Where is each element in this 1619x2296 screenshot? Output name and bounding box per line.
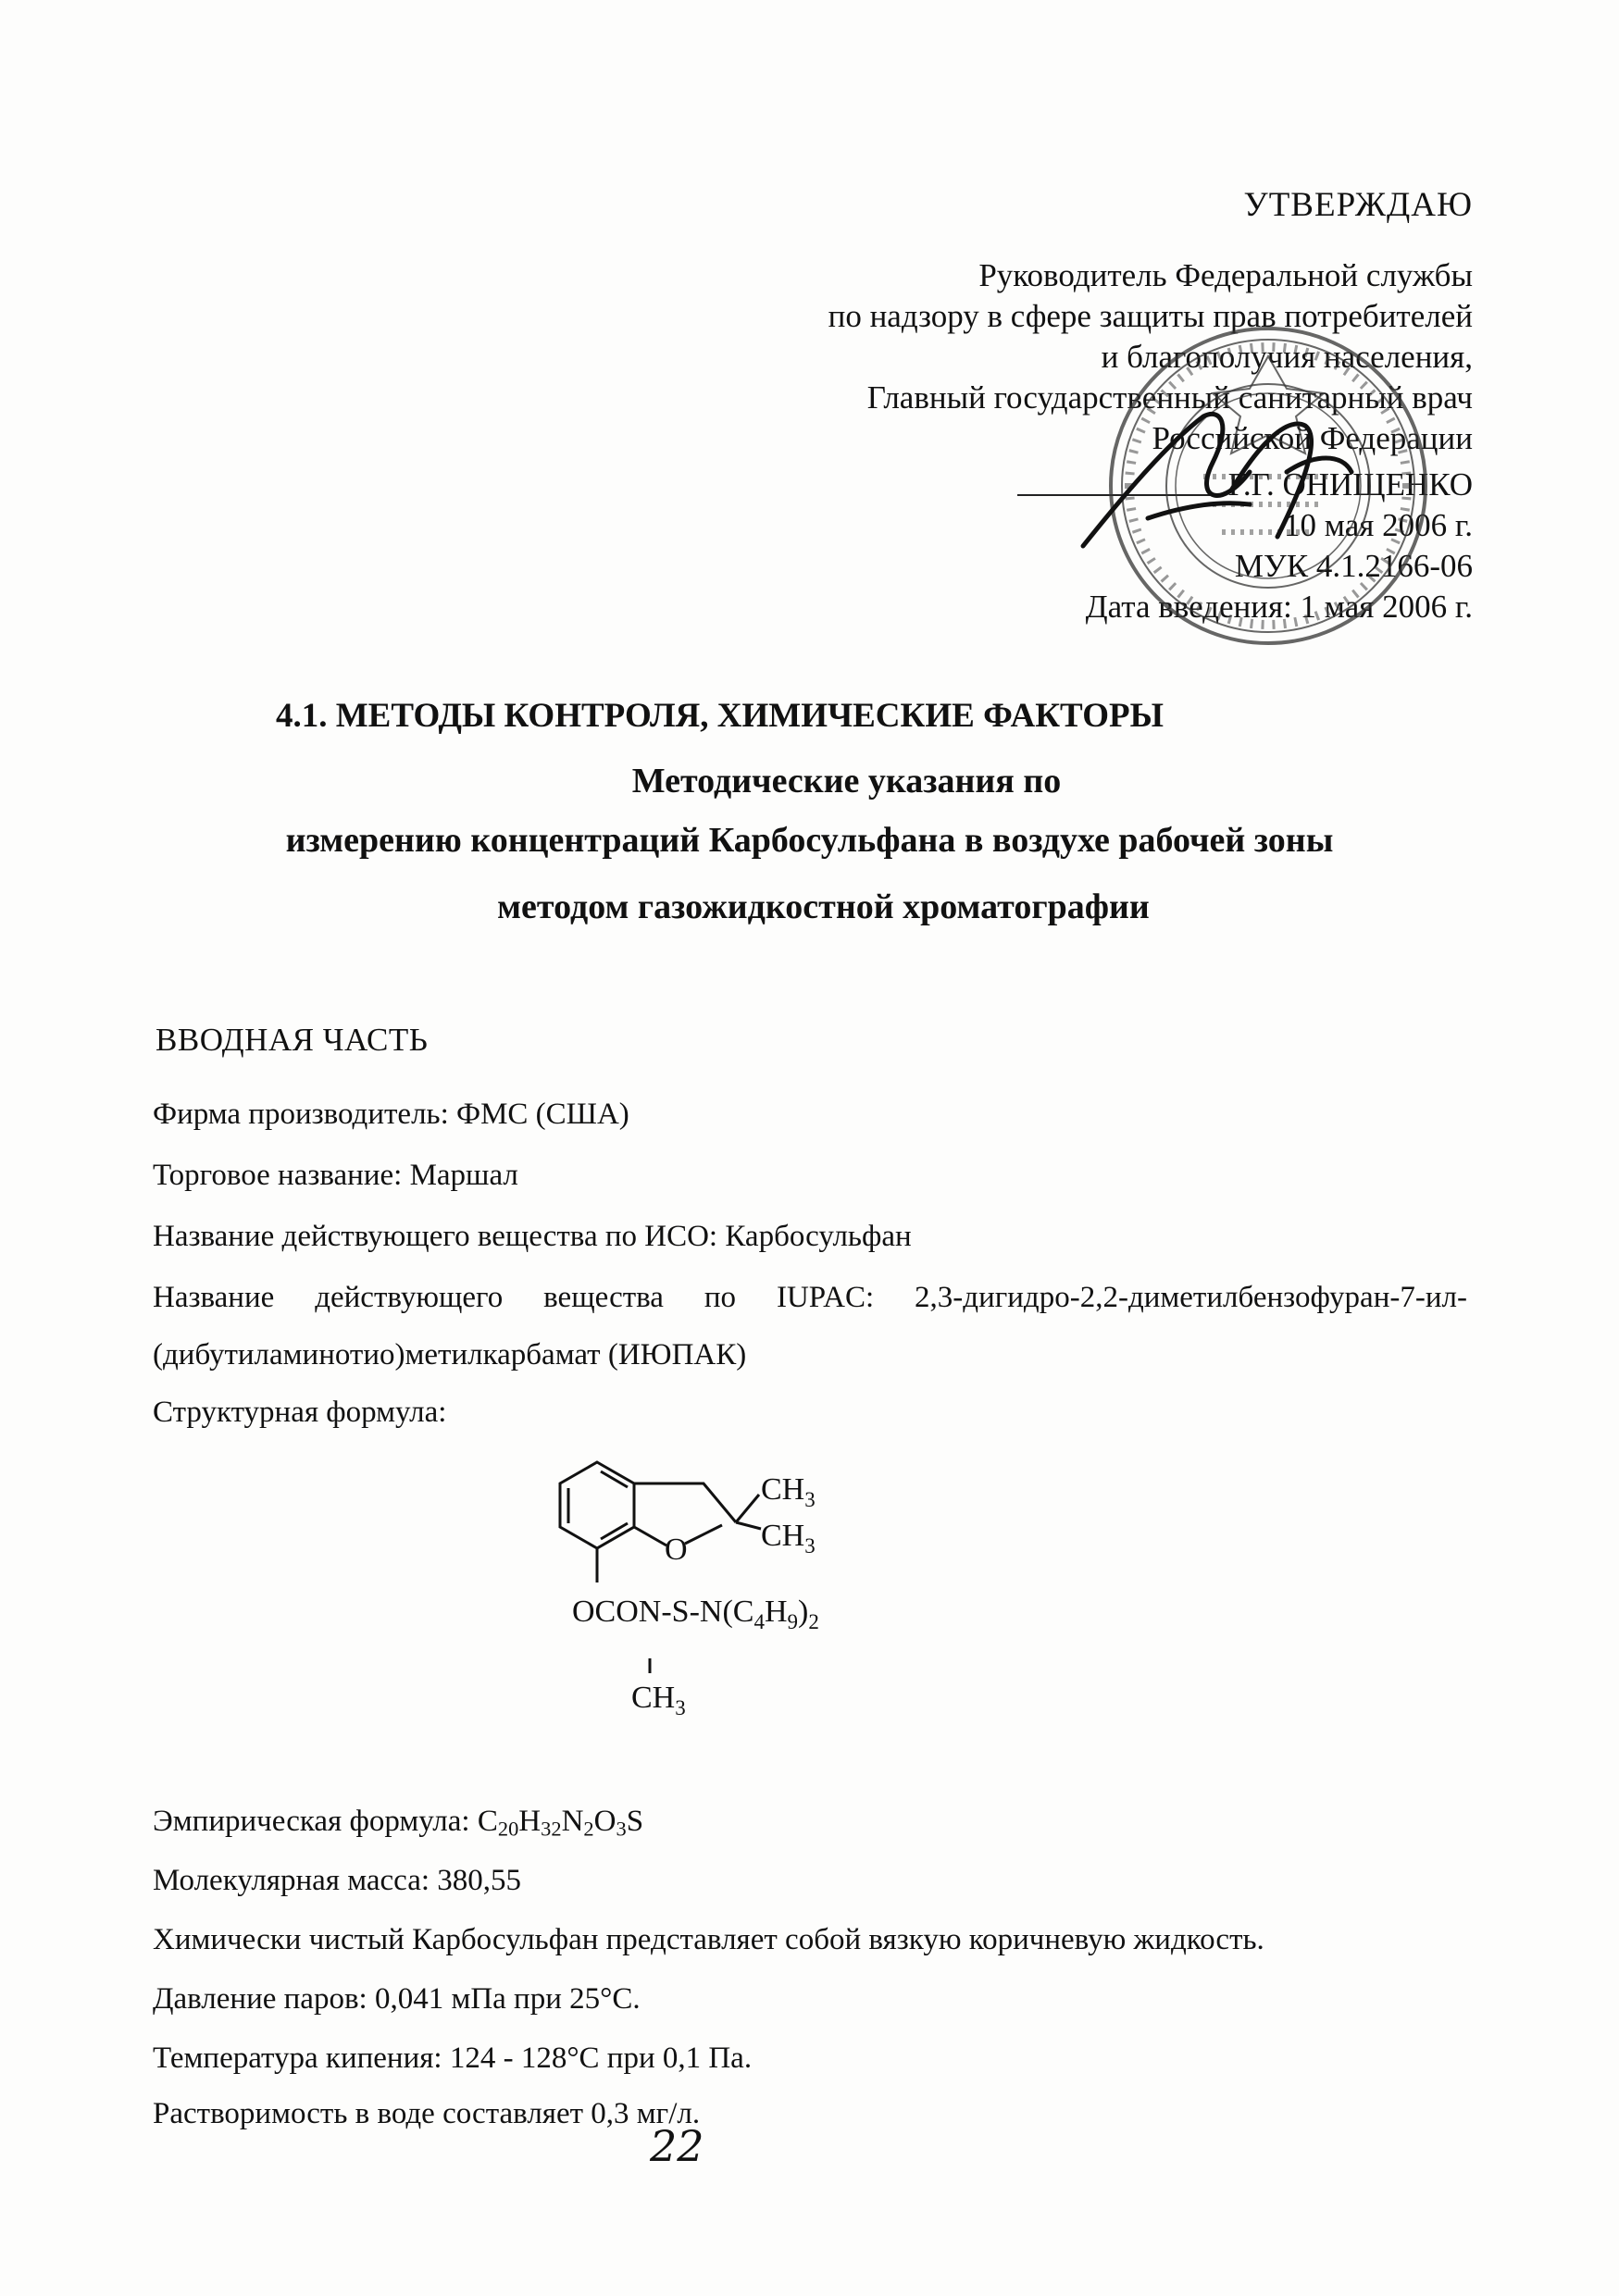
empirical-h: H [518, 1805, 542, 1838]
iupac-word: 2,3-дигидро-2,2-диметилбензофуран-7-ил- [915, 1281, 1467, 1314]
ester-group: OCON-$S-N(C_4H_9)_2$ [572, 1595, 819, 1633]
signature-rule [1017, 494, 1212, 496]
approval-line-3: и благополучия населения, [1101, 339, 1473, 375]
empirical-label: Эмпирическая формула: [153, 1805, 478, 1838]
iupac-word: вещества [543, 1281, 664, 1314]
iupac-word: IUPAC: [776, 1281, 875, 1314]
methyl-bottom: $CH_3$ [631, 1681, 686, 1719]
solubility: Растворимость в воде составляет 0,3 мг/л. [153, 2097, 701, 2130]
approval-line-2: по надзору в сфере защиты прав потребителей [828, 298, 1473, 334]
methyl-middle: $CH_3$ [761, 1519, 816, 1558]
boiling-point: Температура кипения: 124 - 128°С при 0,1 Па. [153, 2042, 753, 2075]
signature-line [640, 465, 1473, 505]
iupac-word: Название [153, 1281, 275, 1314]
empirical-o-count: 3 [616, 1817, 627, 1841]
ring-oxygen: O [665, 1533, 688, 1567]
document-title-line-3: методом газожидкостной хроматографии [497, 887, 1150, 926]
document-title-line-1: Методические указания по [631, 762, 1062, 800]
manufacturer: Фирма производитель: ФМС (США) [153, 1098, 629, 1131]
empirical-c-count: 20 [497, 1817, 519, 1841]
vapor-pressure: Давление паров: 0,041 мПа при 25°С. [153, 1982, 641, 2016]
empirical-c: C [477, 1805, 498, 1838]
approval-block [640, 185, 1473, 627]
description: Химически чистый Карбосульфан представляет собой вязкую коричневую жидкость. [153, 1923, 1264, 1956]
document-title-line-2: измерению концентраций Карбосульфана в воздухе рабочей зоны [285, 821, 1334, 860]
section-heading: 4.1. МЕТОДЫ КОНТРОЛЯ, ХИМИЧЕСКИЕ ФАКТОРЫ [276, 697, 1164, 735]
trade-name: Торговое название: Маршал [153, 1159, 518, 1192]
empirical-formula [153, 1805, 643, 1842]
approval-date: 10 мая 2006 г. [1284, 507, 1473, 543]
approval-line-5: Российской Федерации [1152, 420, 1473, 456]
registration-number: МУК 4.1.2166-06 [1234, 548, 1473, 584]
iupac-word: по [704, 1281, 737, 1314]
empirical-h-count: 32 [541, 1817, 562, 1841]
approval-line-1: Руководитель Федеральной службы [978, 257, 1473, 293]
structure-label: Структурная формула: [153, 1396, 447, 1429]
empirical-n-count: 2 [583, 1817, 594, 1841]
empirical-s: S [626, 1805, 644, 1838]
intro-section-title: ВВОДНАЯ ЧАСТЬ [156, 1022, 429, 1058]
structural-formula [546, 1444, 972, 1758]
molar-mass: Молекулярная масса: 380,55 [153, 1864, 522, 1897]
empirical-n: N [561, 1805, 584, 1838]
approval-title: УТВЕРЖДАЮ [1243, 186, 1473, 224]
iupac-word: действующего [315, 1281, 504, 1314]
empirical-o: O [593, 1805, 616, 1838]
iupac-name-continued: (дибутиламинотио)метилкарбамат (ИЮПАК) [153, 1338, 747, 1371]
introduction-date: Дата введения: 1 мая 2006 г. [1085, 589, 1473, 625]
iupac-name [153, 1281, 1467, 1315]
methyl-top: $CH_3$ [761, 1472, 816, 1511]
signer-name: Г.Г. ОНИЩЕНКО [1227, 466, 1473, 503]
approval-line-4: Главный государственный санитарный врач [866, 379, 1473, 416]
page-number: 22 [650, 2121, 704, 2171]
iso-name: Название действующего вещества по ИСО: Карбосульфан [153, 1220, 912, 1253]
